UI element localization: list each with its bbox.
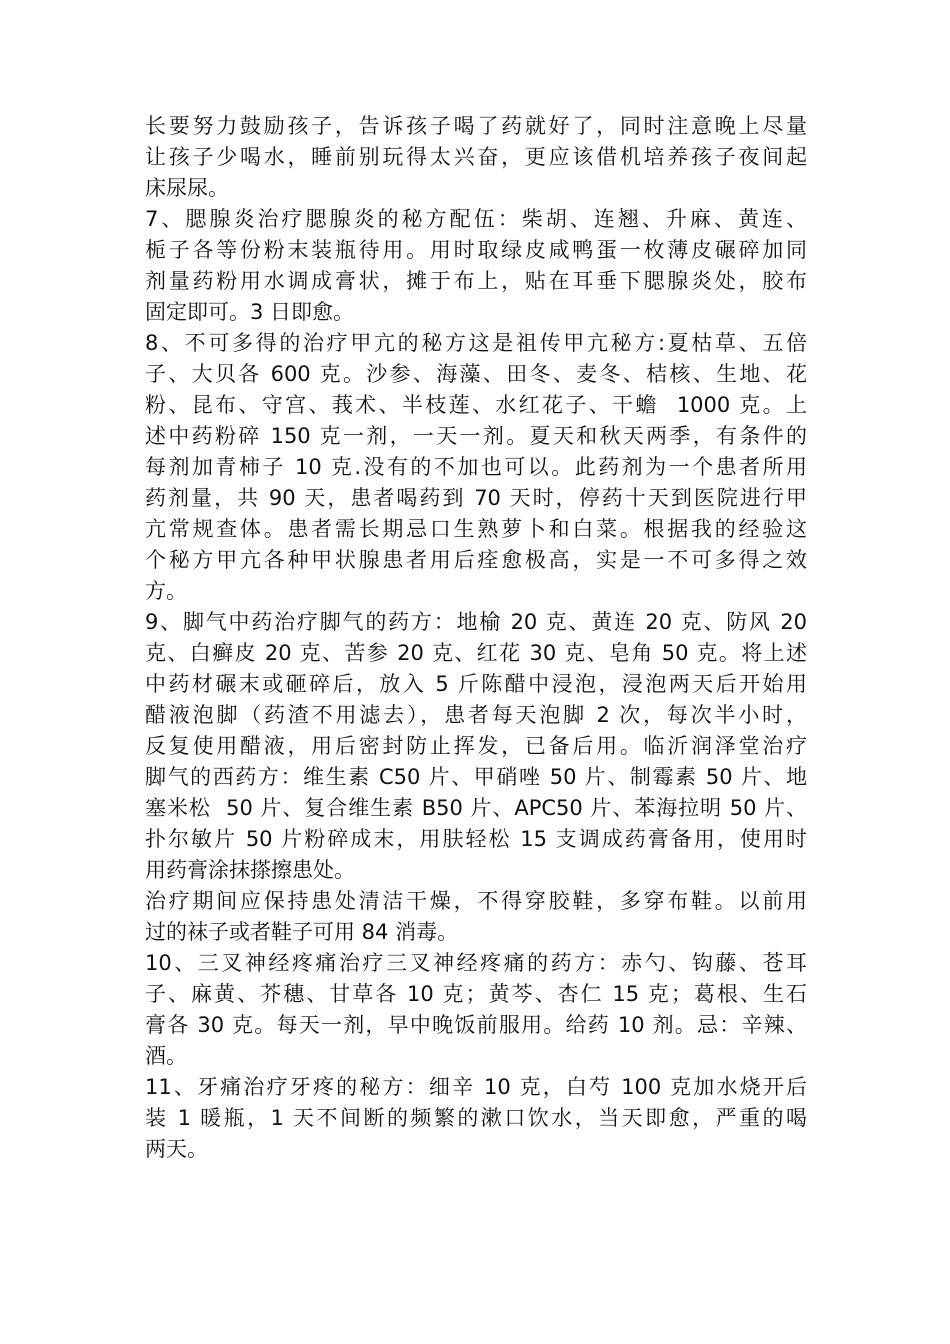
text-line: 7、腮腺炎治疗腮腺炎的秘方配伍：柴胡、连翘、升麻、黄连、: [145, 207, 807, 231]
document-body-text: [145, 111, 807, 1165]
text-line: 塞米松 50 片、复合维生素 B50 片、APC50 片、苯海拉明 50 片、: [145, 796, 807, 820]
text-line: 8、不可多得的治疗甲亢的秘方这是祖传甲亢秘方:夏枯草、五倍: [145, 331, 807, 355]
text-line: 述中药粉碎 150 克一剂，一天一剂。夏天和秋天两季，有条件的: [145, 424, 807, 448]
text-line: 扑尔敏片 50 片粉碎成末，用肤轻松 15 支调成药膏备用，使用时: [145, 827, 807, 851]
text-line: 克、白癣皮 20 克、苦参 20 克、红花 30 克、皂角 50 克。将上述: [145, 641, 807, 665]
text-line: 脚气的西药方：维生素 C50 片、甲硝唑 50 片、制霉素 50 片、地: [145, 765, 807, 789]
text-line: 两天。: [145, 1137, 208, 1161]
text-line: 膏各 30 克。每天一剂，早中晚饭前服用。给药 10 剂。忌：辛辣、: [145, 1013, 807, 1037]
text-line: 亢常规查体。患者需长期忌口生熟萝卜和白菜。根据我的经验这: [145, 517, 807, 541]
text-line: 每剂加青柿子 10 克.没有的不加也可以。此药剂为一个患者所用: [145, 455, 807, 479]
text-line: 酒。: [145, 1044, 187, 1068]
text-line: 过的袜子或者鞋子可用 84 消毒。: [145, 920, 459, 944]
text-line: 子、麻黄、芥穗、甘草各 10 克；黄芩、杏仁 15 克；葛根、生石: [145, 982, 807, 1006]
text-line: 床尿尿。: [145, 176, 229, 200]
text-line: 方。: [145, 579, 187, 603]
text-line: 中药材碾末或砸碎后，放入 5 斤陈醋中浸泡，浸泡两天后开始用: [145, 672, 807, 696]
text-line: 剂量药粉用水调成膏状，摊于布上，贴在耳垂下腮腺炎处，胶布: [145, 269, 807, 293]
text-line: 固定即可。3 日即愈。: [145, 300, 355, 324]
text-line: 装 1 暖瓶，1 天不间断的频繁的漱口饮水，当天即愈，严重的喝: [145, 1106, 807, 1130]
text-line: 药剂量，共 90 天，患者喝药到 70 天时，停药十天到医院进行甲: [145, 486, 807, 510]
text-line: 用药膏涂抹搽擦患处。: [145, 858, 355, 882]
text-line: 粉、昆布、守宫、莪术、半枝莲、水红花子、干蟾 1000 克。上: [145, 393, 807, 417]
text-line: 11、牙痛治疗牙疼的秘方：细辛 10 克，白芍 100 克加水烧开后: [145, 1075, 807, 1099]
text-line: 让孩子少喝水，睡前别玩得太兴奋，更应该借机培养孩子夜间起: [145, 145, 807, 169]
text-line: 栀子各等份粉末装瓶待用。用时取绿皮咸鸭蛋一枚薄皮碾碎加同: [145, 238, 807, 262]
text-line: 醋液泡脚（药渣不用滤去），患者每天泡脚 2 次，每次半小时，: [145, 703, 807, 727]
text-line: 子、大贝各 600 克。沙参、海藻、田冬、麦冬、桔核、生地、花: [145, 362, 807, 386]
text-line: 治疗期间应保持患处清洁干燥，不得穿胶鞋，多穿布鞋。以前用: [145, 889, 807, 913]
text-line: 长要努力鼓励孩子，告诉孩子喝了药就好了，同时注意晚上尽量: [145, 114, 807, 138]
text-line: 反复使用醋液，用后密封防止挥发，已备后用。临沂润泽堂治疗: [145, 734, 807, 758]
text-line: 9、脚气中药治疗脚气的药方：地榆 20 克、黄连 20 克、防风 20: [145, 610, 807, 634]
text-line: 个秘方甲亢各种甲状腺患者用后痊愈极高，实是一不可多得之效: [145, 548, 807, 572]
text-line: 10、三叉神经疼痛治疗三叉神经疼痛的药方：赤勺、钩藤、苍耳: [145, 951, 807, 975]
